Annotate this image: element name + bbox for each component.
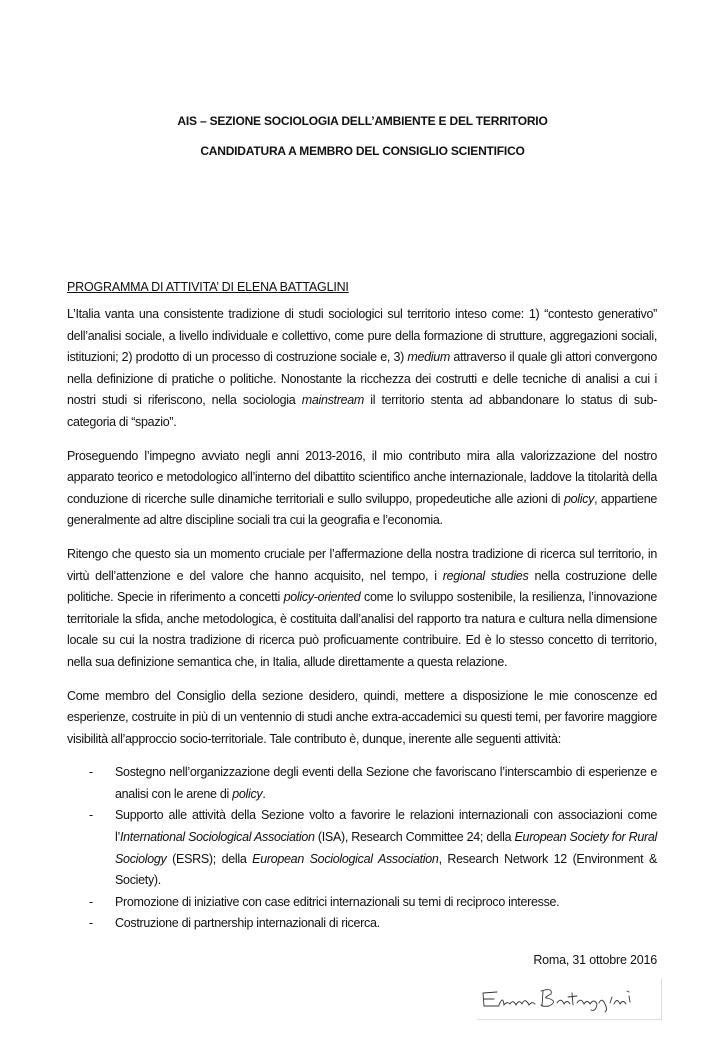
list-item bbox=[67, 762, 657, 805]
text-run: Costruzione di partnership internazionali di ricerca. bbox=[115, 916, 380, 931]
paragraph bbox=[67, 544, 657, 674]
activity-list bbox=[67, 762, 657, 935]
italic-text: International Sociological Association bbox=[119, 830, 315, 845]
text-run: come lo sviluppo sostenibile, la resilienza, l’innovazione territoriale la sfida, anche metodologica, è costituita dall’analisi del rapporto tra natura e cultura nella dimensione locale su cui la nostra tradizione di ricerca può proficuamente contribuire. Ed è lo stesso concetto di territorio, nella sua definizione semantica che, in Italia, allude direttamente a questa relazione. bbox=[67, 590, 657, 669]
text-run: Sostegno nell’organizzazione degli eventi della Sezione che favoriscano l’interscambio di esperienze e analisi con le arene di bbox=[115, 765, 657, 801]
text-run: Come membro del Consiglio della sezione desidero, quindi, mettere a disposizione le mie conoscenze ed esperienze, costruite in più di un ventennio di studi anche extra-accademici su questi temi, per favorire maggiore visibilità all’approccio socio-territoriale. Tale contributo è, dunque, inerente alle seguenti attività: bbox=[67, 688, 657, 746]
text-run: Proseguendo l’impegno avviato negli anni 2013-2016, il mio contributo mira alla valorizzazione del nostro apparato teorico e metodologico all’interno del dibattito scientifico anche internazionale, laddove la titolarità della conduzione di ricerche sulle dinamiche territoriali e sullo sviluppo, propedeutiche alle azioni di bbox=[67, 448, 657, 506]
italic-text: European Society for Rural Sociology bbox=[115, 830, 658, 866]
italic-text: medium bbox=[407, 350, 451, 365]
text-run: attraverso il quale gli attori convergono nella definizione di pratiche o politiche. Nonostante la ricchezza dei costrutti e delle tecniche di analisi a cui i nostri studi si riferiscono, nella sociologia bbox=[67, 350, 657, 408]
italic-text: mainstream bbox=[301, 393, 364, 408]
italic-text: European Sociological Association bbox=[252, 851, 439, 866]
text-run: (ESRS); della bbox=[166, 851, 253, 866]
document-title: AIS – SEZIONE SOCIOLOGIA DELL’AMBIENTE E DEL TERRITORIO bbox=[177, 114, 548, 128]
text-run: L’Italia vanta una consistente tradizione di studi sociologici sul territorio inteso come: 1) “contesto generativo” dell’analisi sociale, a livello individuale e collettivo, come pure della formazione di strutture, aggregazioni sociali, istituzioni; 2) prodotto di un processo di costruzione sociale e, 3) bbox=[67, 307, 657, 365]
list-item bbox=[67, 913, 657, 935]
document-subtitle: CANDIDATURA A MEMBRO DEL CONSIGLIO SCIENTIFICO bbox=[200, 144, 525, 158]
list-item-text bbox=[115, 916, 380, 930]
text-run: , Research Network 12 (Environment & Society). bbox=[115, 851, 658, 888]
list-item-text bbox=[115, 808, 657, 887]
text-run: (ISA), Research Committee 24; della bbox=[314, 830, 515, 845]
list-item bbox=[67, 805, 657, 891]
list-item bbox=[67, 892, 657, 914]
italic-text: policy bbox=[563, 491, 595, 506]
list-bullet: - bbox=[89, 765, 93, 780]
list-item-text bbox=[115, 765, 657, 801]
paragraph bbox=[67, 686, 657, 751]
signature-image bbox=[477, 979, 662, 1020]
list-bullet: - bbox=[89, 916, 93, 931]
signature-area bbox=[67, 979, 657, 1020]
text-run: nella costruzione delle politiche. Specie in riferimento a concetti bbox=[67, 568, 657, 605]
text-run: Ritengo che questo sia un momento cruciale per l’affermazione della nostra tradizione di ricerca sul territorio, in virtù dell’attenzione e del valore che hanno acquisito, nel tempo, i bbox=[67, 546, 657, 583]
text-run: Promozione di iniziative con case editrici internazionali su temi di reciproco interesse. bbox=[115, 894, 560, 909]
paragraph bbox=[67, 304, 657, 434]
text-run: , appartiene generalmente ad altre discipline sociali tra cui la geografia e l’economia. bbox=[67, 491, 658, 528]
italic-text: policy bbox=[232, 786, 263, 801]
italic-text: regional studies bbox=[442, 568, 529, 583]
section-heading: PROGRAMMA DI ATTIVITA’ DI ELENA BATTAGLINI bbox=[67, 280, 349, 294]
date-place: Roma, 31 ottobre 2016 bbox=[533, 953, 657, 968]
list-item-text bbox=[115, 895, 559, 909]
paragraph bbox=[67, 446, 657, 532]
handwritten-signature bbox=[477, 979, 661, 1019]
italic-text: policy-oriented bbox=[283, 590, 361, 605]
text-run: Supporto alle attività della Sezione volto a favorire le relazioni internazionali con associazioni come l’ bbox=[115, 808, 657, 845]
text-run: . bbox=[262, 786, 266, 801]
list-bullet: - bbox=[89, 808, 93, 823]
document-body bbox=[67, 278, 657, 1060]
list-bullet: - bbox=[89, 894, 93, 909]
text-run: il territorio stenta ad abbandonare lo status di sub-categoria di “spazio”. bbox=[67, 393, 658, 429]
